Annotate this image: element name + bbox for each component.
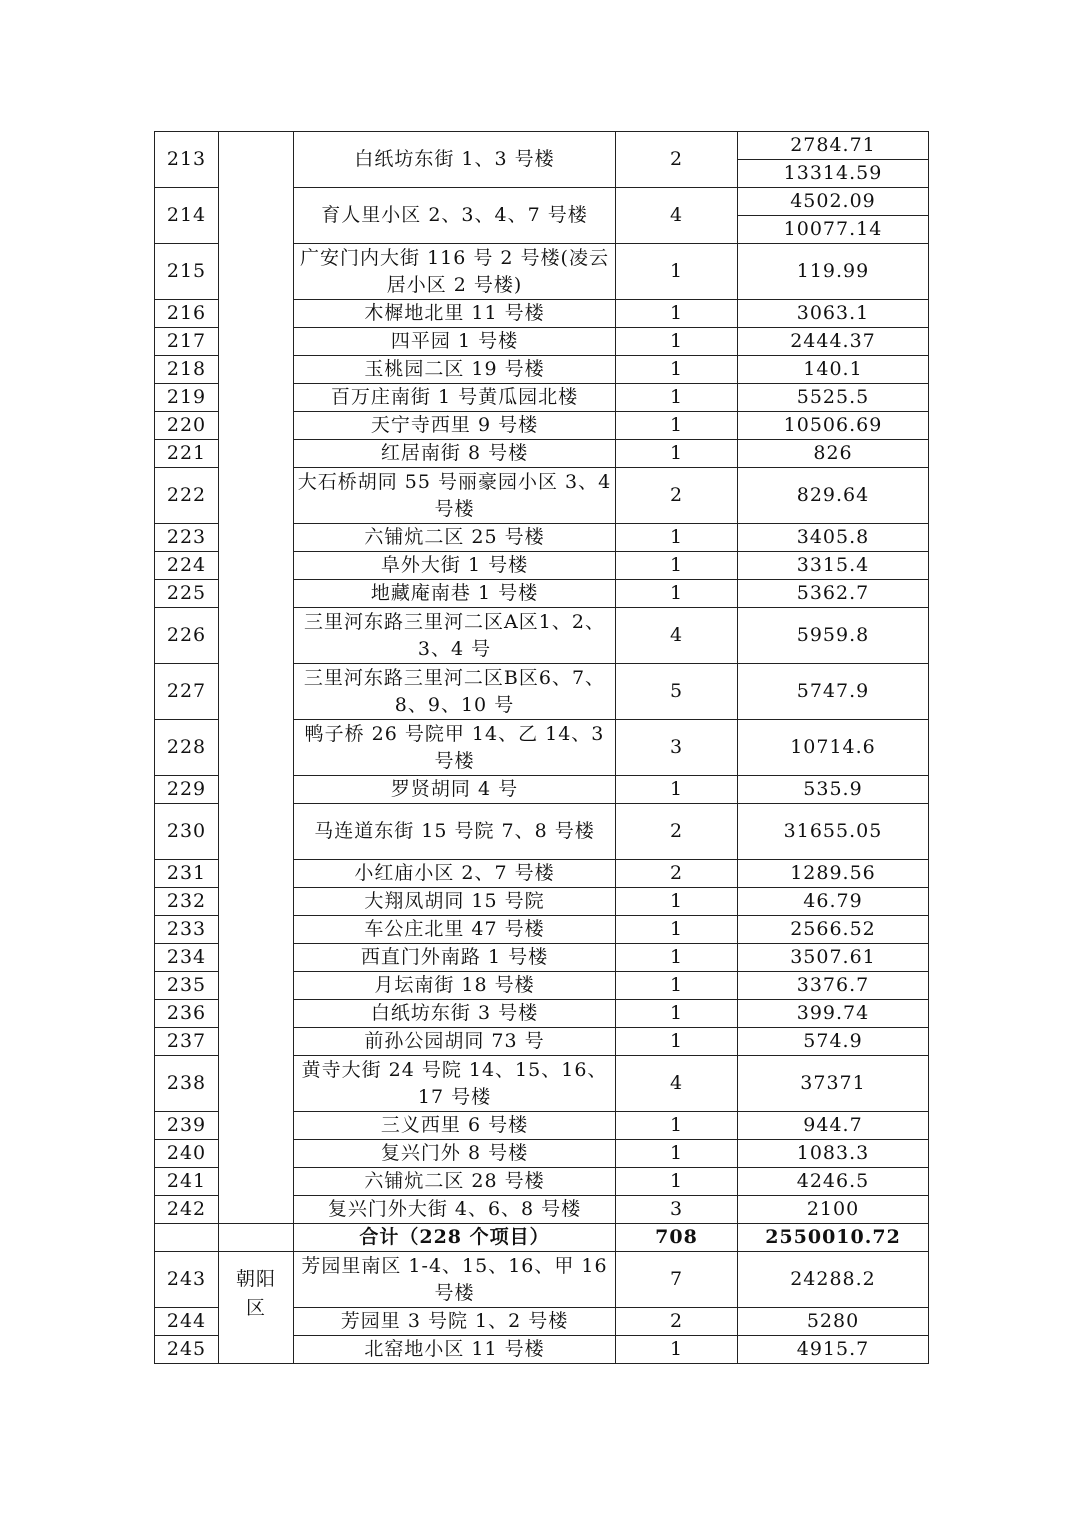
building-count-cell: 1 <box>616 944 738 972</box>
building-count-cell: 2 <box>616 804 738 860</box>
total-count: 708 <box>616 1224 738 1252</box>
area-cell: 37371 <box>738 1056 929 1112</box>
building-count-cell: 1 <box>616 244 738 300</box>
address-cell: 红居南街 8 号楼 <box>294 440 616 468</box>
building-count-cell: 1 <box>616 776 738 804</box>
area-cell: 1083.3 <box>738 1140 929 1168</box>
row-number: 215 <box>155 244 219 300</box>
row-number: 218 <box>155 356 219 384</box>
area-cell: 5280 <box>738 1308 929 1336</box>
row-number: 239 <box>155 1112 219 1140</box>
address-cell: 大翔凤胡同 15 号院 <box>294 888 616 916</box>
row-number: 242 <box>155 1196 219 1224</box>
building-count-cell: 1 <box>616 300 738 328</box>
row-number: 229 <box>155 776 219 804</box>
row-number: 222 <box>155 468 219 524</box>
building-count-cell: 1 <box>616 1140 738 1168</box>
area-cell: 5525.5 <box>738 384 929 412</box>
area-cell: 1289.56 <box>738 860 929 888</box>
building-count-cell: 1 <box>616 916 738 944</box>
row-number: 221 <box>155 440 219 468</box>
address-cell: 天宁寺西里 9 号楼 <box>294 412 616 440</box>
row-number: 233 <box>155 916 219 944</box>
row-number: 224 <box>155 552 219 580</box>
building-count-cell: 1 <box>616 580 738 608</box>
row-number: 244 <box>155 1308 219 1336</box>
area-cell: 399.74 <box>738 1000 929 1028</box>
area-cell: 10714.6 <box>738 720 929 776</box>
row-number: 245 <box>155 1336 219 1364</box>
building-count-cell: 1 <box>616 888 738 916</box>
address-cell: 百万庄南街 1 号黄瓜园北楼 <box>294 384 616 412</box>
address-cell: 四平园 1 号楼 <box>294 328 616 356</box>
building-count-cell: 1 <box>616 1168 738 1196</box>
address-cell: 北窑地小区 11 号楼 <box>294 1336 616 1364</box>
area-cell: 5959.8 <box>738 608 929 664</box>
building-count-cell: 7 <box>616 1252 738 1308</box>
address-cell: 芳园里南区 1-4、15、16、甲 16 号楼 <box>294 1252 616 1308</box>
district-cell <box>219 1252 294 1364</box>
area-cell: 5747.9 <box>738 664 929 720</box>
district-cell <box>219 132 294 1224</box>
area-cell: 4502.09 <box>738 188 929 216</box>
row-number: 228 <box>155 720 219 776</box>
row-number: 223 <box>155 524 219 552</box>
address-cell: 阜外大街 1 号楼 <box>294 552 616 580</box>
address-cell: 复兴门外大街 4、6、8 号楼 <box>294 1196 616 1224</box>
table-body <box>155 132 929 1364</box>
building-count-cell: 3 <box>616 1196 738 1224</box>
building-count-cell: 4 <box>616 1056 738 1112</box>
address-cell: 三里河东路三里河二区B区6、7、8、9、10 号 <box>294 664 616 720</box>
address-cell: 复兴门外 8 号楼 <box>294 1140 616 1168</box>
address-cell: 黄寺大街 24 号院 14、15、16、17 号楼 <box>294 1056 616 1112</box>
building-count-cell: 1 <box>616 1336 738 1364</box>
address-cell: 六铺炕二区 28 号楼 <box>294 1168 616 1196</box>
building-count-cell: 1 <box>616 412 738 440</box>
address-cell: 大石桥胡同 55 号丽豪园小区 3、4 号楼 <box>294 468 616 524</box>
building-count-cell: 2 <box>616 132 738 188</box>
address-cell: 芳园里 3 号院 1、2 号楼 <box>294 1308 616 1336</box>
building-count-cell: 1 <box>616 1000 738 1028</box>
address-cell: 马连道东街 15 号院 7、8 号楼 <box>294 804 616 860</box>
area-cell: 119.99 <box>738 244 929 300</box>
address-cell: 白纸坊东街 3 号楼 <box>294 1000 616 1028</box>
total-blank-cell <box>155 1224 219 1252</box>
row-number: 219 <box>155 384 219 412</box>
address-cell: 地藏庵南巷 1 号楼 <box>294 580 616 608</box>
row-number: 216 <box>155 300 219 328</box>
address-cell: 罗贤胡同 4 号 <box>294 776 616 804</box>
row-number: 243 <box>155 1252 219 1308</box>
total-row <box>155 1224 929 1252</box>
row-number: 236 <box>155 1000 219 1028</box>
address-cell: 鸭子桥 26 号院甲 14、乙 14、3 号楼 <box>294 720 616 776</box>
building-count-cell: 4 <box>616 188 738 244</box>
row-number: 231 <box>155 860 219 888</box>
address-cell: 小红庙小区 2、7 号楼 <box>294 860 616 888</box>
row-number: 220 <box>155 412 219 440</box>
area-cell: 31655.05 <box>738 804 929 860</box>
area-cell: 4246.5 <box>738 1168 929 1196</box>
area-cell: 2100 <box>738 1196 929 1224</box>
area-cell: 829.64 <box>738 468 929 524</box>
area-cell: 3063.1 <box>738 300 929 328</box>
area-cell: 2444.37 <box>738 328 929 356</box>
building-count-cell: 2 <box>616 860 738 888</box>
row-number: 241 <box>155 1168 219 1196</box>
total-label: 合计（228 个项目） <box>294 1224 616 1252</box>
address-cell: 六铺炕二区 25 号楼 <box>294 524 616 552</box>
project-table <box>154 131 929 1364</box>
area-cell: 3315.4 <box>738 552 929 580</box>
address-cell: 玉桃园二区 19 号楼 <box>294 356 616 384</box>
area-cell: 5362.7 <box>738 580 929 608</box>
row-number: 238 <box>155 1056 219 1112</box>
area-cell: 574.9 <box>738 1028 929 1056</box>
area-cell: 944.7 <box>738 1112 929 1140</box>
building-count-cell: 1 <box>616 524 738 552</box>
row-number: 227 <box>155 664 219 720</box>
area-cell: 3376.7 <box>738 972 929 1000</box>
address-cell: 三里河东路三里河二区A区1、2、3、4 号 <box>294 608 616 664</box>
row-number: 225 <box>155 580 219 608</box>
row-number: 237 <box>155 1028 219 1056</box>
row-number: 240 <box>155 1140 219 1168</box>
building-count-cell: 4 <box>616 608 738 664</box>
building-count-cell: 1 <box>616 440 738 468</box>
building-count-cell: 1 <box>616 1112 738 1140</box>
building-count-cell: 3 <box>616 720 738 776</box>
area-cell: 46.79 <box>738 888 929 916</box>
row-number: 230 <box>155 804 219 860</box>
total-blank-cell <box>219 1224 294 1252</box>
area-cell: 13314.59 <box>738 160 929 188</box>
address-cell: 西直门外南路 1 号楼 <box>294 944 616 972</box>
row-number: 232 <box>155 888 219 916</box>
address-cell: 车公庄北里 47 号楼 <box>294 916 616 944</box>
row-number: 214 <box>155 188 219 244</box>
building-count-cell: 5 <box>616 664 738 720</box>
building-count-cell: 1 <box>616 1028 738 1056</box>
district-label: 朝阳区 <box>235 1267 276 1319</box>
building-count-cell: 1 <box>616 552 738 580</box>
building-count-cell: 2 <box>616 468 738 524</box>
row-number: 217 <box>155 328 219 356</box>
address-cell: 广安门内大街 116 号 2 号楼(凌云居小区 2 号楼) <box>294 244 616 300</box>
area-cell: 826 <box>738 440 929 468</box>
address-cell: 月坛南街 18 号楼 <box>294 972 616 1000</box>
area-cell: 24288.2 <box>738 1252 929 1308</box>
area-cell: 3405.8 <box>738 524 929 552</box>
building-count-cell: 1 <box>616 356 738 384</box>
address-cell: 前孙公园胡同 73 号 <box>294 1028 616 1056</box>
area-cell: 10077.14 <box>738 216 929 244</box>
area-cell: 10506.69 <box>738 412 929 440</box>
area-cell: 3507.61 <box>738 944 929 972</box>
table-row <box>155 132 929 160</box>
area-cell: 2784.71 <box>738 132 929 160</box>
table-row <box>155 1252 929 1308</box>
area-cell: 2566.52 <box>738 916 929 944</box>
address-cell: 木樨地北里 11 号楼 <box>294 300 616 328</box>
row-number: 235 <box>155 972 219 1000</box>
building-count-cell: 1 <box>616 328 738 356</box>
building-count-cell: 1 <box>616 972 738 1000</box>
building-count-cell: 1 <box>616 384 738 412</box>
row-number: 234 <box>155 944 219 972</box>
area-cell: 140.1 <box>738 356 929 384</box>
address-cell: 白纸坊东街 1、3 号楼 <box>294 132 616 188</box>
address-cell: 三义西里 6 号楼 <box>294 1112 616 1140</box>
area-cell: 535.9 <box>738 776 929 804</box>
building-count-cell: 2 <box>616 1308 738 1336</box>
area-cell: 4915.7 <box>738 1336 929 1364</box>
total-area: 2550010.72 <box>738 1224 929 1252</box>
row-number: 226 <box>155 608 219 664</box>
row-number: 213 <box>155 132 219 188</box>
address-cell: 育人里小区 2、3、4、7 号楼 <box>294 188 616 244</box>
